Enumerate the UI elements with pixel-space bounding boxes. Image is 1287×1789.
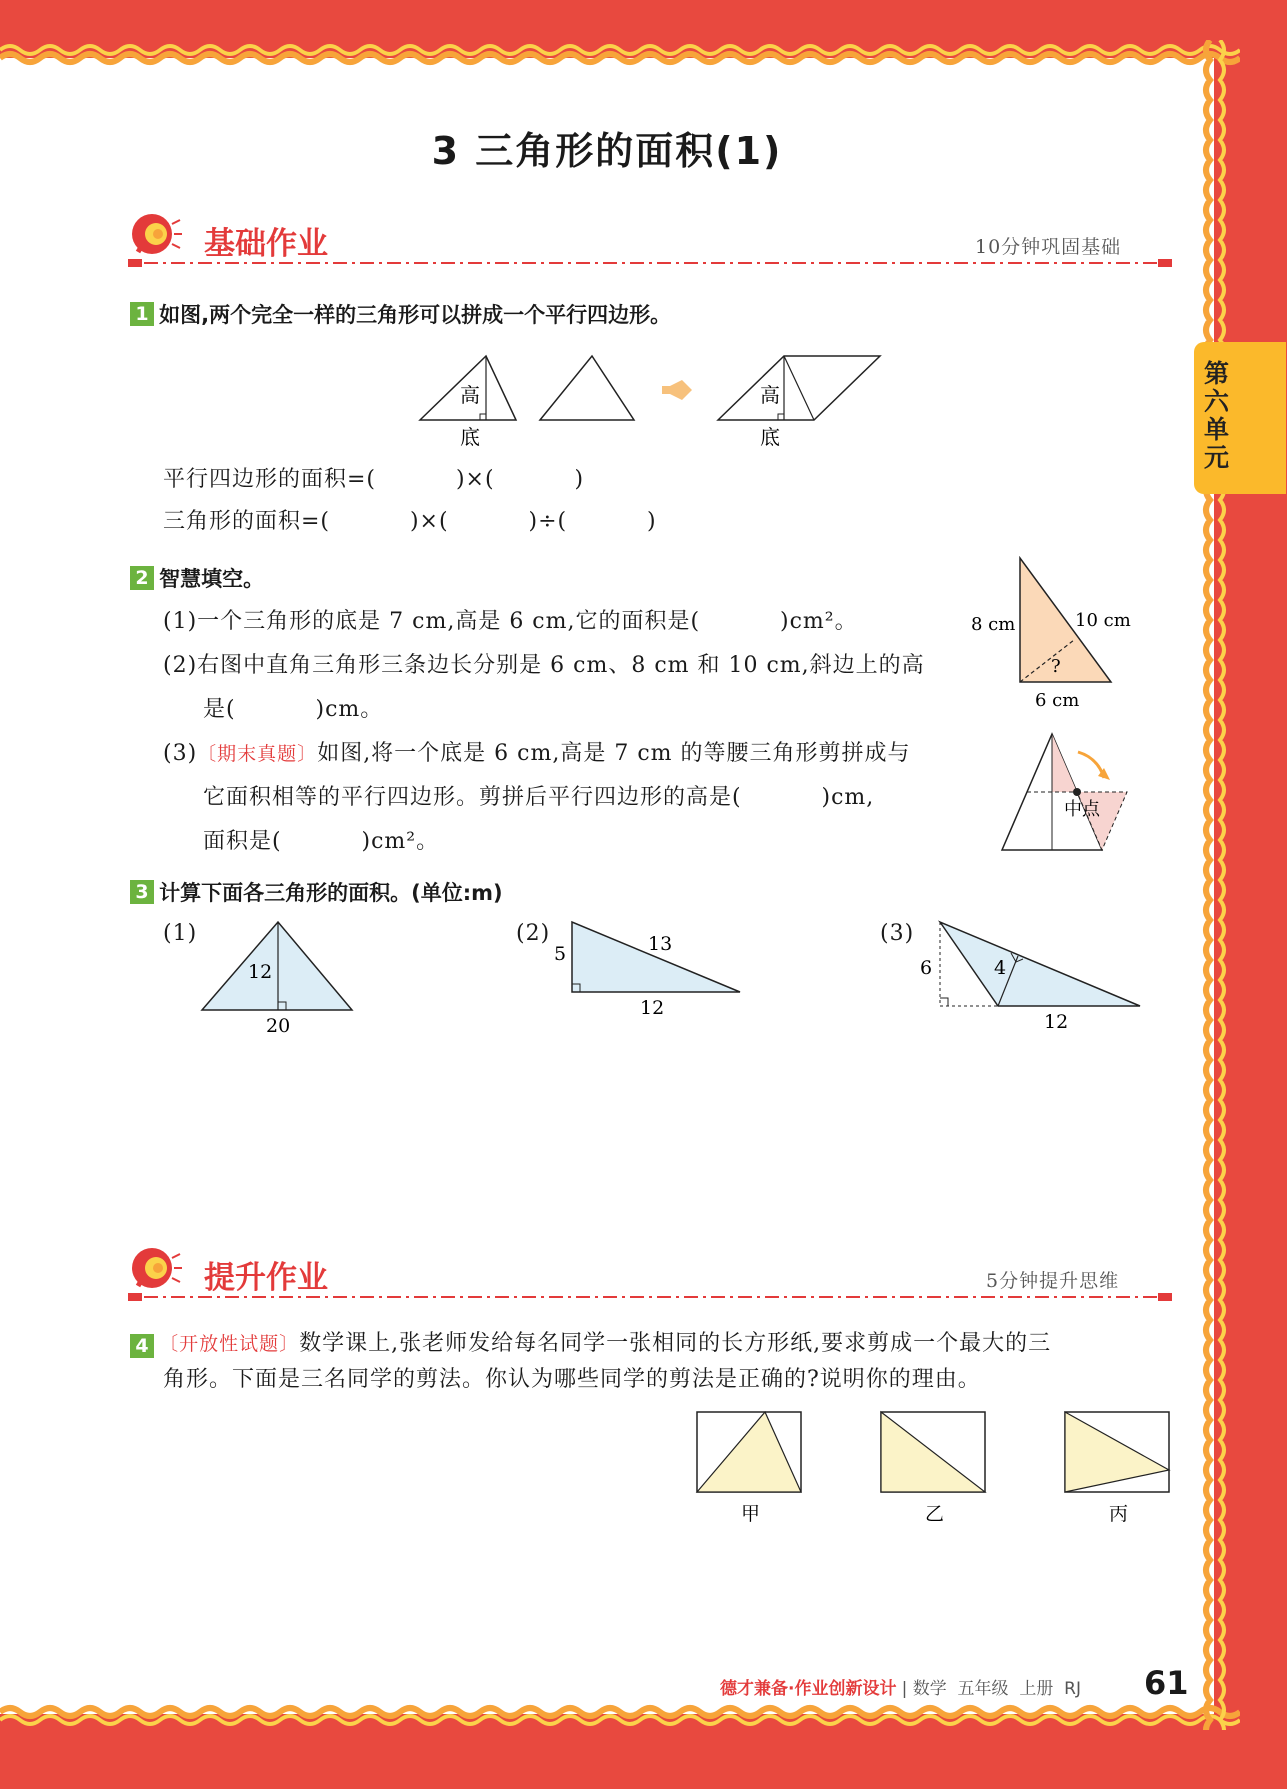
q1-line-parallelogram: 平行四边形的面积=( )×( ) [163, 467, 585, 492]
section-subtitle-advanced: 5分钟提升思维 [986, 1270, 1120, 1292]
q3-fig2-label: (2) [516, 921, 551, 946]
section-subtitle-basic: 10分钟巩固基础 [975, 236, 1122, 258]
section-title-advanced: 提升作业 [204, 1260, 328, 1296]
megaphone-icon [130, 208, 182, 260]
q2-part3-label: (3) [163, 741, 198, 766]
q3-fig1-label: (1) [163, 921, 198, 946]
q3-fig3-base: 12 [1044, 1011, 1069, 1033]
q1-fig-height-label-1: 高 [460, 383, 480, 407]
q2-part3-line2: 它面积相等的平行四边形。剪拼后平行四边形的高是( )cm, [203, 785, 875, 810]
q3-fig3-outer-height: 6 [920, 957, 933, 979]
unit-tab-label: 第六单元 [1204, 359, 1230, 472]
q2-part2-line2: 是( )cm。 [203, 697, 384, 722]
section-title-basic: 基础作业 [204, 226, 328, 262]
q4-tag: 〔开放性试题〕 [159, 1333, 300, 1355]
q2-fig-unknown: ? [1051, 656, 1061, 677]
footer-brand: 德才兼备·作业创新设计 [720, 1679, 897, 1699]
wavy-border-top [0, 40, 1240, 74]
q2-number-badge: 2 [130, 566, 154, 590]
q2-part1: (1)一个三角形的底是 7 cm,高是 6 cm,它的面积是( )cm²。 [163, 609, 858, 634]
q3-fig3-label: (3) [880, 921, 915, 946]
q2-heading [130, 563, 264, 593]
q4-number-badge: 4 [130, 1334, 154, 1358]
q4-label-bing: 丙 [1109, 1503, 1129, 1525]
wavy-border-bottom [0, 1696, 1240, 1730]
q3-heading [130, 877, 503, 907]
unit-side-tab [1194, 342, 1286, 494]
megaphone-icon [130, 1242, 182, 1294]
q1-fig-base-label-1: 底 [460, 425, 480, 449]
q1-prompt: 如图,两个完全一样的三角形可以拼成一个平行四边形。 [159, 303, 672, 327]
q2-part2-line1: (2)右图中直角三角形三条边长分别是 6 cm、8 cm 和 10 cm,斜边上的高 [163, 653, 925, 678]
q3-fig1-triangle [200, 918, 360, 1038]
q1-fig-base-label-2: 底 [760, 425, 780, 449]
page-title: 3 三角形的面积(1) [431, 129, 783, 173]
q3-fig2-side-c: 13 [648, 933, 673, 955]
q4-label-jia: 甲 [741, 1503, 761, 1525]
q4-line2: 角形。下面是三名同学的剪法。你认为哪些同学的剪法是正确的?说明你的理由。 [163, 1367, 981, 1392]
q3-fig2-triangle [550, 918, 750, 1018]
section-divider-basic [128, 256, 1173, 270]
q3-fig1-base: 20 [266, 1015, 291, 1037]
q2-part3-line3: 面积是( )cm²。 [203, 829, 440, 854]
q3-number-badge: 3 [130, 880, 154, 904]
q3-fig2-side-b: 12 [640, 997, 665, 1018]
q2-fig-base-6: 6 cm [1035, 690, 1080, 711]
footer [720, 1674, 1081, 1699]
q1-figure [410, 350, 890, 450]
q2-fig-side-8: 8 cm [971, 614, 1016, 635]
q1-number-badge: 1 [130, 302, 154, 326]
footer-separator: | [901, 1679, 913, 1699]
q3-fig2-side-a: 5 [554, 943, 567, 965]
q1-heading [130, 299, 671, 329]
q3-fig3-triangle [916, 918, 1146, 1033]
q1-fig-height-label-2: 高 [760, 383, 780, 407]
q4-label-yi: 乙 [925, 1503, 945, 1525]
q4-figures [695, 1410, 1175, 1530]
q4-line1: 数学课上,张老师发给每名同学一张相同的长方形纸,要求剪成一个最大的三 [299, 1331, 1052, 1356]
section-divider-advanced [128, 1290, 1173, 1304]
q3-fig1-height: 12 [248, 961, 273, 983]
q2-part3-text: 如图,将一个底是 6 cm,高是 7 cm 的等腰三角形剪拼成与 [317, 741, 911, 766]
q2-fig-midpoint-label: 中点 [1064, 799, 1100, 820]
q2-part3-line1 [163, 732, 911, 776]
q1-line-triangle: 三角形的面积=( )×( )÷( ) [163, 509, 657, 534]
q2-fig-hyp-10: 10 cm [1075, 610, 1131, 631]
q2-isosceles-figure [1000, 730, 1140, 855]
wavy-border-right [1192, 40, 1232, 1730]
q2-prompt: 智慧填空。 [159, 567, 265, 591]
page-number: 61 [1144, 1664, 1189, 1702]
q2-right-triangle-figure [965, 556, 1150, 711]
footer-info: 数学 五年级 上册 RJ [912, 1679, 1081, 1699]
q3-fig3-inner-height: 4 [994, 957, 1007, 979]
q2-part3-tag: 〔期末真题〕 [197, 743, 318, 765]
q3-prompt: 计算下面各三角形的面积。(单位:m) [159, 881, 503, 905]
